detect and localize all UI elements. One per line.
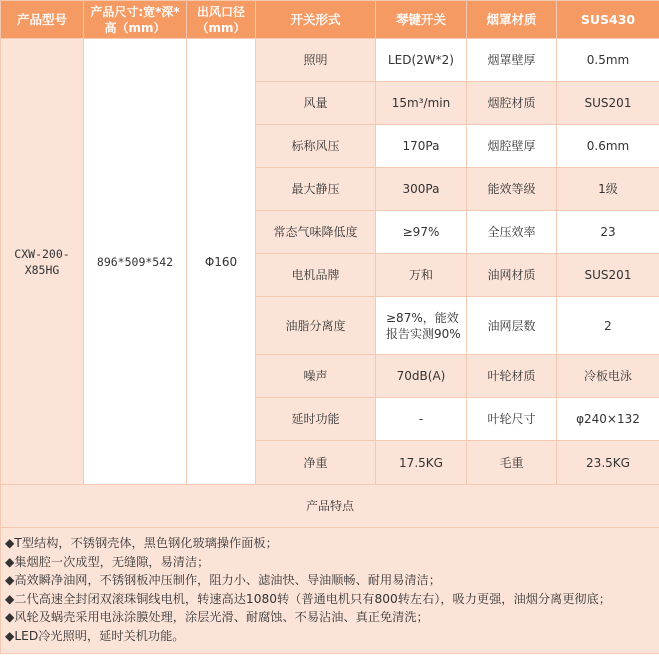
product-dimensions: 896*509*542 (84, 39, 187, 485)
spec-key: 电机品牌 (256, 254, 376, 297)
spec-value: 万和 (376, 254, 467, 297)
spec-key: 噪声 (256, 355, 376, 398)
spec-value: 300Pa (376, 168, 467, 211)
spec-key: 叶轮材质 (467, 355, 557, 398)
spec-key: 烟腔壁厚 (467, 125, 557, 168)
spec-key: 油网材质 (467, 254, 557, 297)
spec-value: 23 (557, 211, 659, 254)
features-title: 产品特点 (1, 485, 659, 528)
spec-value: ≥97% (376, 211, 467, 254)
spec-key: 烟罩壁厚 (467, 39, 557, 82)
spec-value: 冷板电泳 (557, 355, 659, 398)
spec-key: 最大静压 (256, 168, 376, 211)
header-outlet: 出风口径（mm） (187, 1, 256, 39)
spec-value: 2 (557, 297, 659, 355)
product-outlet: Φ160 (187, 39, 256, 485)
spec-value: 170Pa (376, 125, 467, 168)
spec-key: 能效等级 (467, 168, 557, 211)
spec-key: 油网层数 (467, 297, 557, 355)
feature-item: ◆LED冷光照明，延时关机功能。 (5, 628, 185, 643)
spec-key: 油脂分离度 (256, 297, 376, 355)
spec-value: φ240×132 (557, 398, 659, 441)
feature-item: ◆二代高速全封闭双滚珠铜线电机，转速高达1080转（普通电机只有800转左右），吸力更强，油烟分离更彻底； (5, 591, 611, 606)
spec-key: 常态气味降低度 (256, 211, 376, 254)
spec-value: 17.5KG (376, 441, 467, 485)
features-title-row (1, 485, 659, 528)
spec-value: 0.6mm (557, 125, 659, 168)
features-row (1, 528, 659, 654)
header-switch-type: 开关形式 (256, 1, 376, 39)
spec-key: 标称风压 (256, 125, 376, 168)
header-switch-value: 琴键开关 (376, 1, 467, 39)
header-row (1, 1, 659, 39)
header-model: 产品型号 (1, 1, 84, 39)
header-dimensions: 产品尺寸:宽*深*高（mm） (84, 1, 187, 39)
spec-key: 照明 (256, 39, 376, 82)
feature-item: ◆高效瞬净油网，不锈钢板冲压制作，阻力小、滤油快、导油顺畅、耐用易清洁； (5, 573, 441, 588)
spec-value: ≥87%，能效报告实测90% (376, 297, 467, 355)
spec-value: 23.5KG (557, 441, 659, 485)
spec-value: LED(2W*2) (376, 39, 467, 82)
spec-value: - (376, 398, 467, 441)
spec-key: 烟腔材质 (467, 82, 557, 125)
spec-row (1, 39, 659, 82)
features-list (1, 528, 659, 654)
spec-key: 毛重 (467, 441, 557, 485)
spec-value: SUS201 (557, 254, 659, 297)
feature-item: ◆T型结构，不锈钢壳体，黑色钢化玻璃操作面板； (5, 536, 278, 550)
feature-item: ◆集烟腔一次成型，无缝隙，易清洁； (5, 554, 210, 569)
spec-key: 全压效率 (467, 211, 557, 254)
spec-value: 15m³/min (376, 82, 467, 125)
spec-value: 0.5mm (557, 39, 659, 82)
spec-key: 延时功能 (256, 398, 376, 441)
product-model: CXW-200-X85HG (1, 39, 84, 485)
spec-value: 1级 (557, 168, 659, 211)
feature-item: ◆风轮及蜗壳采用电泳涂膜处理，涂层光滑、耐腐蚀、不易沾油、真正免清洗； (5, 610, 429, 625)
header-hood-material-value: SUS430 (557, 1, 659, 39)
spec-key: 净重 (256, 441, 376, 485)
spec-key: 风量 (256, 82, 376, 125)
header-hood-material: 烟罩材质 (467, 1, 557, 39)
spec-value: 70dB(A) (376, 355, 467, 398)
spec-value: SUS201 (557, 82, 659, 125)
spec-key: 叶轮尺寸 (467, 398, 557, 441)
